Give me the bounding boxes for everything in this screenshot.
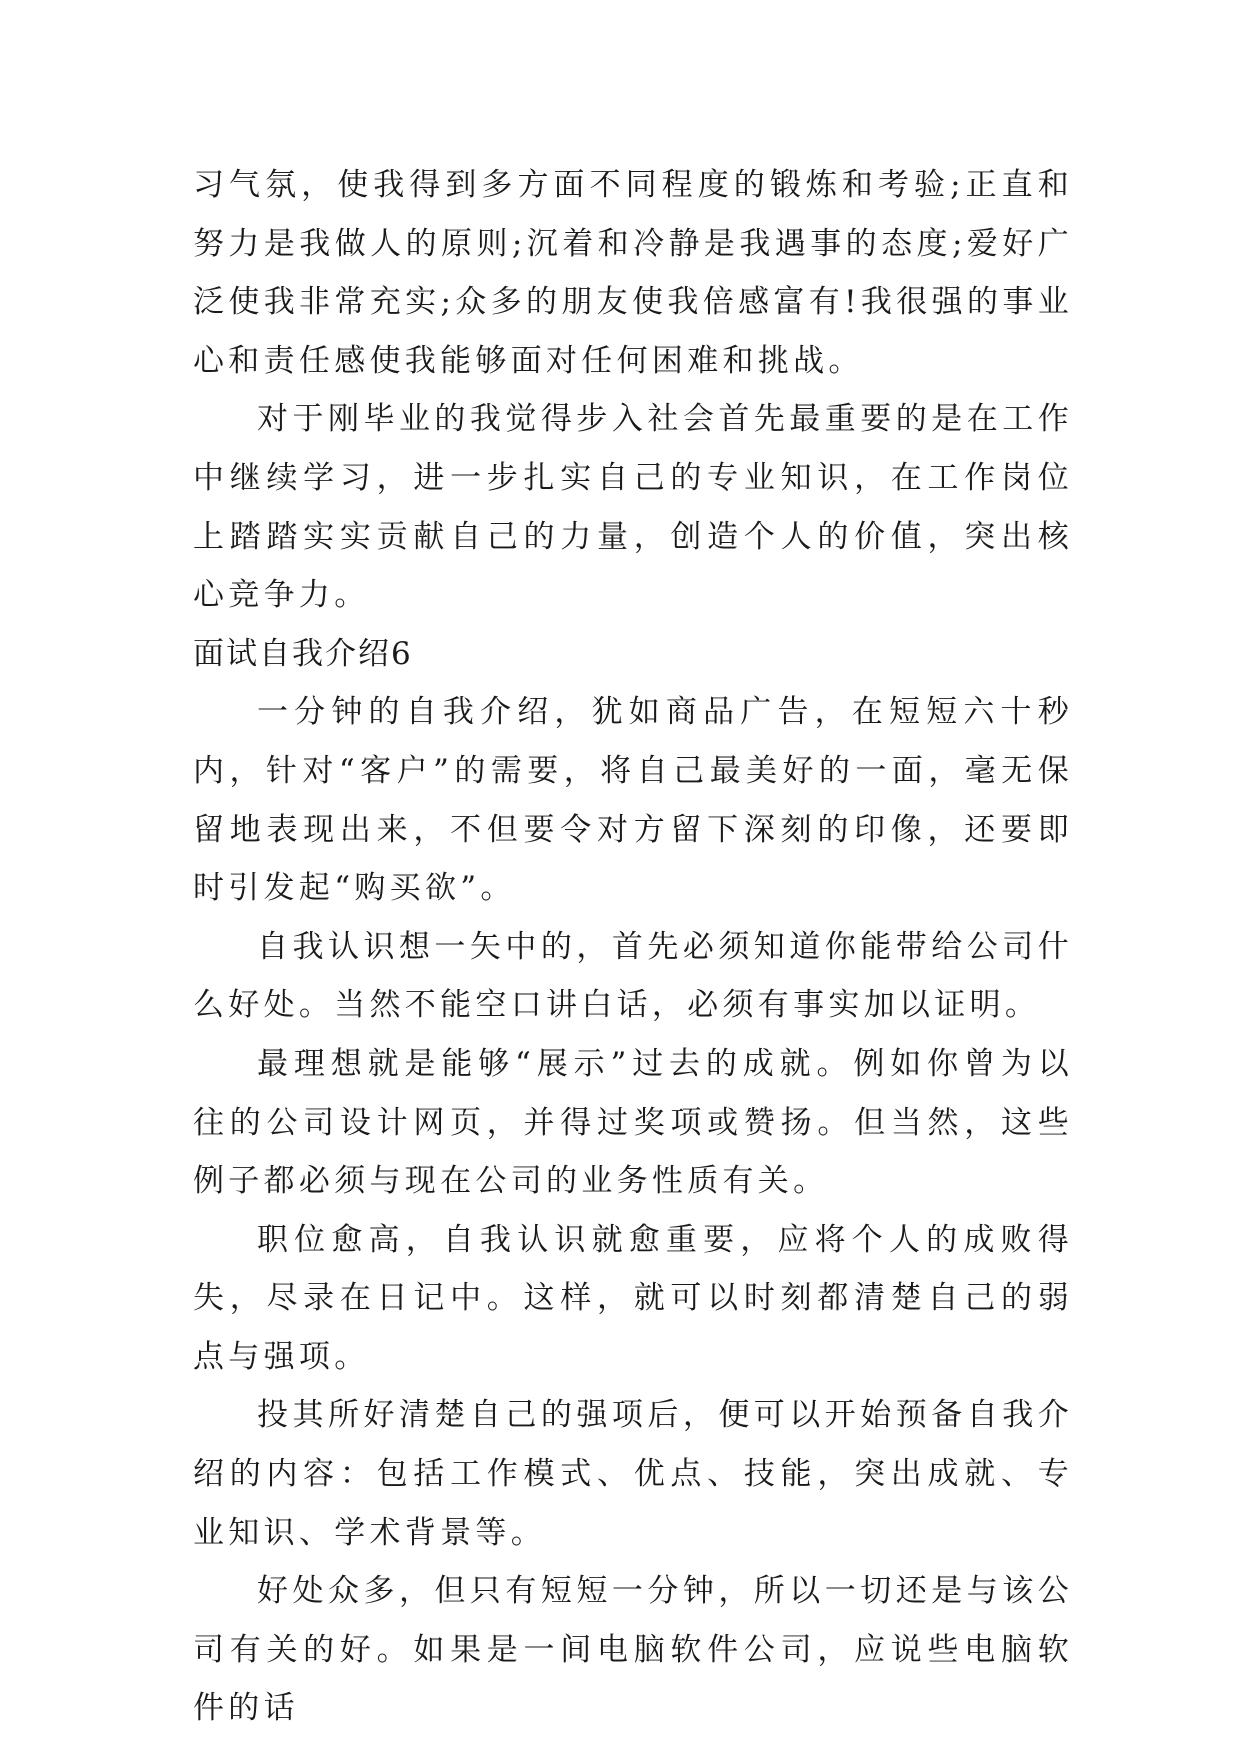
paragraph-self-awareness: 自我认识想一矢中的，首先必须知道你能带给公司什么好处。当然不能空口讲白话，必须有事实加以证明。 <box>193 928 1073 1024</box>
paragraph-relevance: 好处众多，但只有短短一分钟，所以一切还是与该公司有关的好。如果是一间电脑软件公司，应说些电脑软件的话 <box>193 1573 1073 1727</box>
paragraph-prepare-content: 投其所好清楚自己的强项后，便可以开始预备自我介绍的内容：包括工作模式、优点、技能，突出成就、专业知识、学术背景等。 <box>193 1397 1073 1551</box>
paragraph-continued: 习气氛，使我得到多方面不同程度的锻炼和考验;正直和努力是我做人的原则;沉着和冷静是我遇事的态度;爱好广泛使我非常充实;众多的朋友使我倍感富有!我很强的事业心和责任感使我能够面对任何困难和挑战。 <box>193 167 1073 379</box>
paragraph-one-minute-intro: 一分钟的自我介绍，犹如商品广告，在短短六十秒内，针对“客户”的需要，将自己最美好的一面，毫无保留地表现出来，不但要令对方留下深刻的印像，还要即时引发起“购买欲”。 <box>193 694 1073 907</box>
paragraph-graduate-goals: 对于刚毕业的我觉得步入社会首先最重要的是在工作中继续学习，进一步扎实自己的专业知识，在工作岗位上踏踏实实贡献自己的力量，创造个人的价值，突出核心竞争力。 <box>193 401 1073 614</box>
section-heading: 面试自我介绍6 <box>193 635 413 672</box>
paragraph-show-achievements: 最理想就是能够“展示”过去的成就。例如你曾为以往的公司设计网页，并得过奖项或赞扬。但当然，这些例子都必须与现在公司的业务性质有关。 <box>193 1045 1073 1200</box>
paragraph-position-level: 职位愈高，自我认识就愈重要，应将个人的成败得失，尽录在日记中。这样，就可以时刻都清楚自己的弱点与强项。 <box>193 1221 1073 1375</box>
document-body <box>193 156 1073 1738</box>
